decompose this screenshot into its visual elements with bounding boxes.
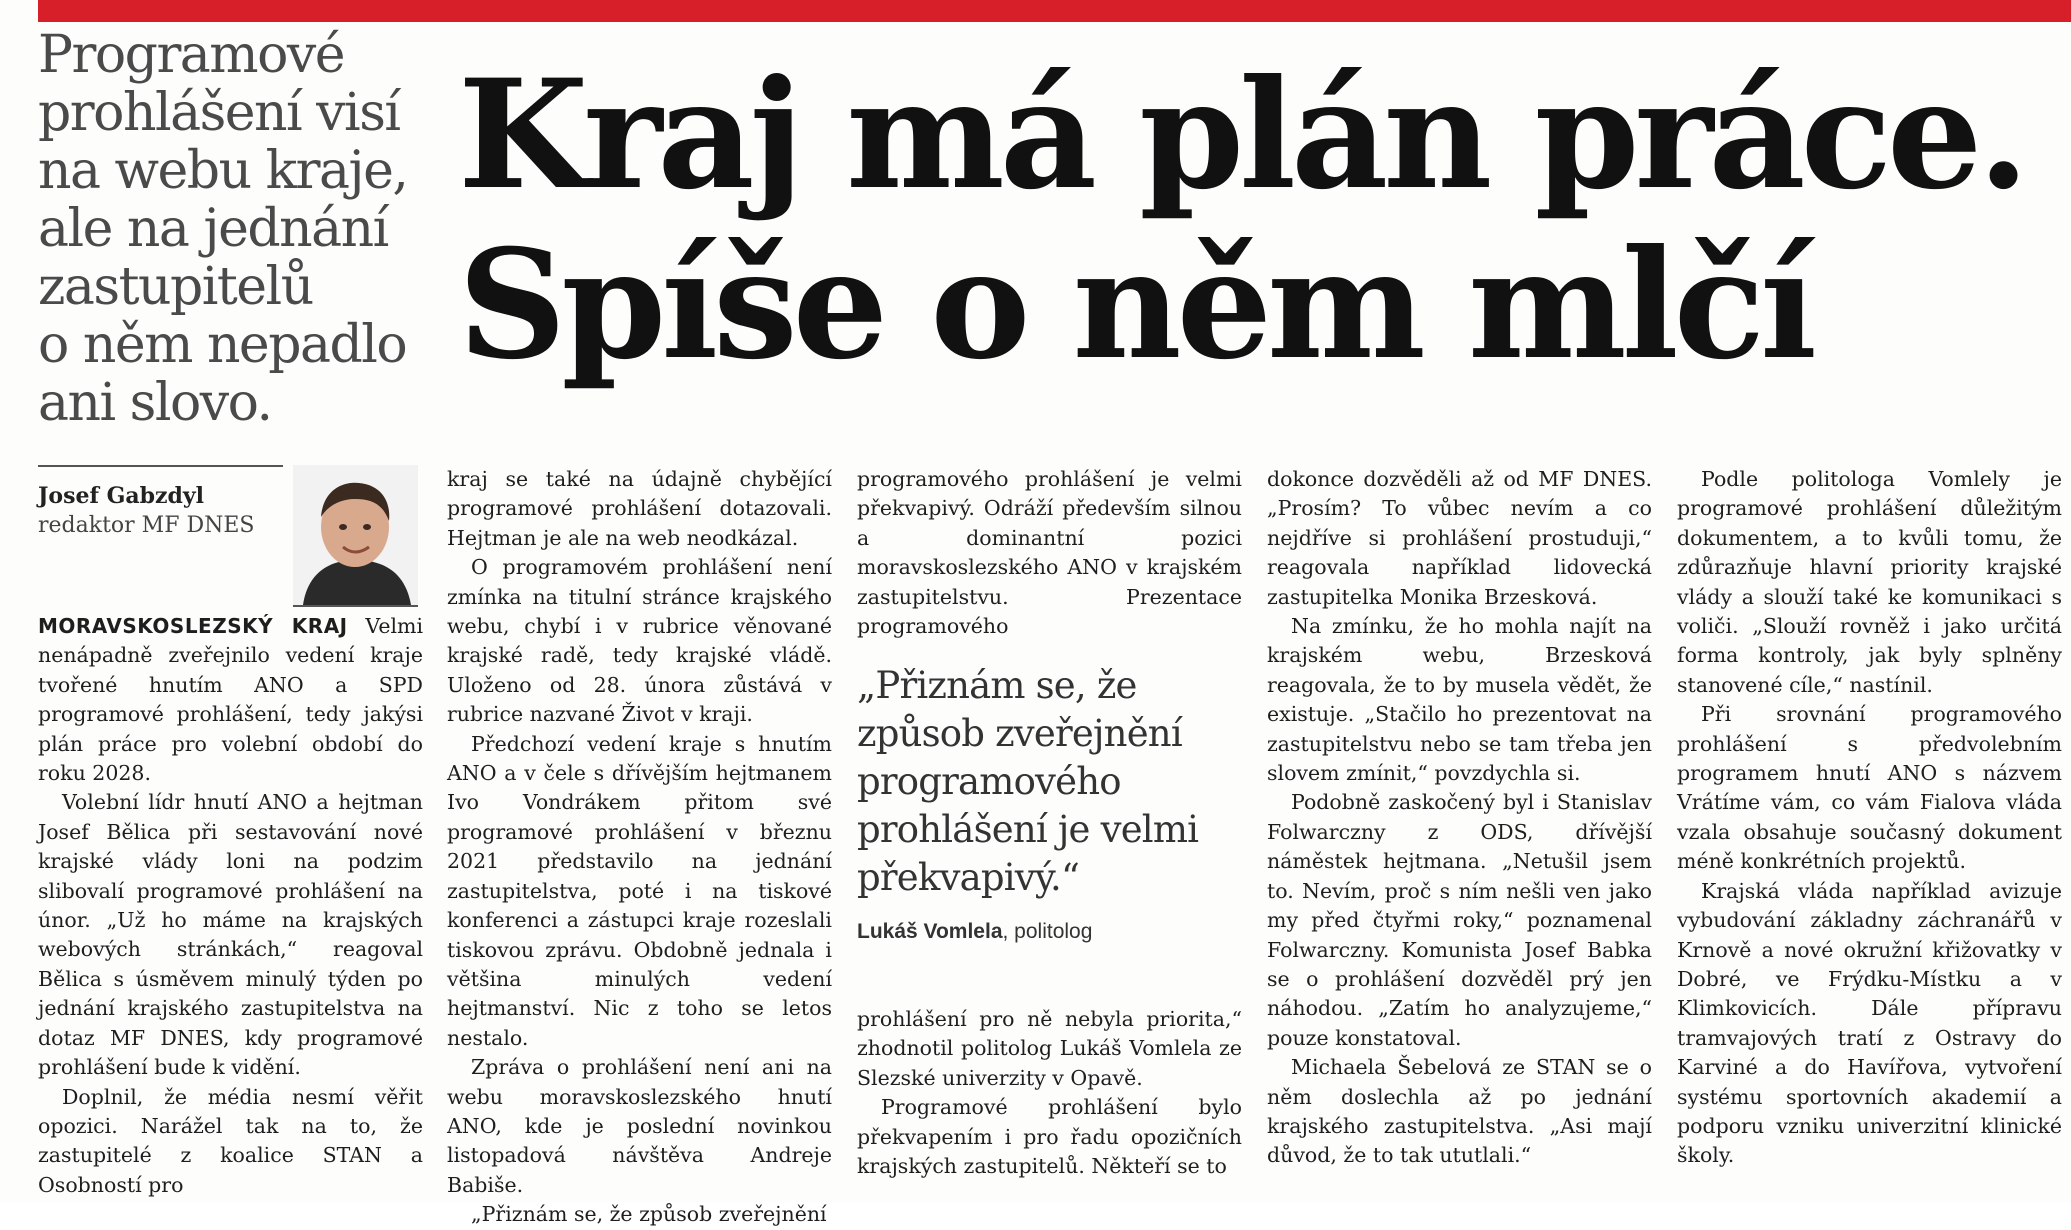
paragraph: Na zmínku, že ho mohla najít na krajském webu, Brzesková reagovala, že to by musela vědět, že existuje. „Stačilo ho prezentovat na zastupitelstvu nebo se tam třeba jen slovem zmínit,“ povzdychla si.	[1267, 614, 1652, 786]
paragraph: Programové prohlášení bylo překvapením i pro řadu opozičních krajských zastupitelů. Někteří se to	[857, 1095, 1242, 1179]
article-column-1	[38, 612, 423, 1200]
article-column-3	[857, 465, 1242, 641]
byline-rule	[38, 465, 283, 467]
deck-line: Programové	[38, 25, 345, 85]
paragraph: O programovém prohlášení není zmínka na titulní stránce krajského webu, chybí i v rubrice věnované krajské radě, tedy krajské vládě. Uloženo od 28. února zůstává v rubrice nazvané Život v kraji.	[447, 555, 832, 727]
author-portrait-icon	[293, 465, 418, 605]
pull-quote-line: prohlášení je velmi	[857, 808, 1199, 851]
pull-quote-attribution	[857, 920, 1247, 944]
paragraph: Při srovnání programového prohlášení s předvolebním programem hnutí ANO s názvem Vrátíme vám, co vám Fialova vláda vzala obsahuje současný dokument méně konkrétních projektů.	[1677, 702, 2062, 874]
paragraph: dokonce dozvěděli až od MF DNES. „Prosím? To vůbec nevím a co nejdříve si prohlášení prostuduji,“ reagovala například lidovecká zastupitelka Monika Brzesková.	[1267, 467, 1652, 609]
article-deck	[38, 26, 438, 432]
article-column-5	[1677, 465, 2062, 1171]
paragraph: „Přiznám se, že způsob zveřejnění	[471, 1202, 827, 1227]
paragraph	[38, 612, 423, 788]
quote-author-name: Lukáš Vomlela	[857, 920, 1003, 943]
author-photo	[293, 465, 418, 607]
pull-quote-line: programového	[857, 760, 1121, 803]
deck-line: prohlášení visí	[38, 83, 400, 143]
deck-line: ani slovo.	[38, 373, 272, 433]
deck-line: o něm nepadlo	[38, 315, 407, 375]
paragraph: Podle politologa Vomlely je programové prohlášení důležitým dokumentem, a to kvůli tomu, že zdůrazňuje hlavní priority krajské vlády a slouží také ke komunikaci s voliči. „Slouží rovněž i jako určitá forma kontroly, jak byly splněny stanovené cíle,“ nastínil.	[1677, 467, 2062, 697]
author-byline	[38, 465, 418, 615]
pull-quote-line: „Přiznám se, že	[857, 664, 1137, 707]
article-headline	[458, 47, 2058, 393]
paragraph: programového prohlášení je velmi překvapivý. Odráží především silnou a dominantní pozici moravskoslezského ANO v krajském zastupitelstvu. Prezentace programového	[857, 467, 1242, 639]
author-name: Josef Gabzdyl	[38, 483, 205, 509]
paragraph: Předchozí vedení kraje s hnutím ANO a v čele s dřívějším hejtmanem Ivo Vondrákem přitom své programové prohlášení v březnu 2021 představilo na jednání zastupitelstva, poté i na tiskové konferenci a zástupci kraje rozeslali tiskovou zprávu. Obdobně jednala i většina minulých vedení hejtmanství. Nic z toho se letos nestalo.	[447, 731, 832, 1050]
paragraph: Zpráva o prohlášení není ani na webu moravskoslezského hnutí ANO, kde je poslední novinkou listopadová návštěva Andreje Babiše.	[447, 1055, 832, 1197]
headline-line: Kraj má plán práce.	[458, 47, 2025, 223]
paragraph: kraj se také na údajně chybějící programové prohlášení dotazovali. Hejtman je ale na web neodkázal.	[447, 467, 832, 550]
article-column-3-continued	[857, 1005, 1242, 1181]
author-role: redaktor MF DNES	[38, 513, 255, 538]
paragraph: Michaela Šebelová ze STAN se o něm doslechla až po jednání krajského zastupitelstva. „Asi mají důvod, že to tak ututlali.“	[1267, 1055, 1652, 1168]
article-column-4	[1267, 465, 1652, 1171]
pull-quote-text	[857, 662, 1247, 902]
paragraph: Doplnil, že média nesmí věřit opozici. Narážel tak na to, že zastupitelé z koalice STAN a Osobností pro	[38, 1084, 423, 1197]
deck-line: zastupitelů	[38, 257, 313, 317]
deck-line: ale na jednání	[38, 199, 388, 259]
paragraph: Volební lídr hnutí ANO a hejtman Josef Bělica při sestavování nové krajské vlády loni na podzim slibovalí programové prohlášení na únor. „Už ho máme na krajských webových stránkách,“ reagoval Bělica s úsměvem minulý týden po jednání krajského zastupitelstva na dotaz MF DNES, kdy programové prohlášení bude k vidění.	[38, 790, 423, 1080]
headline-line: Spíše o něm mlčí	[458, 217, 1813, 393]
top-red-rule	[38, 0, 2071, 22]
quote-author-role: , politolog	[1002, 920, 1093, 943]
pull-quote-line: překvapivý.“	[857, 856, 1080, 899]
pull-quote	[857, 662, 1247, 944]
dateline: MORAVSKOSLEZSKÝ KRAJ	[38, 614, 348, 638]
article-column-2	[447, 465, 832, 1230]
pull-quote-line: způsob zveřejnění	[857, 712, 1182, 755]
paragraph: prohlášení pro ně nebyla priorita,“ zhodnotil politolog Lukáš Vomlela ze Slezské univerzity v Opavě.	[857, 1007, 1242, 1090]
paragraph: Krajská vláda například avizuje vybudování základny záchranářů v Krnově a nové okružní křižovatky v Dobré, ve Frýdku-Místku a v Klimkovicích. Dále přípravu tramvajových tratí z Ostravy do Karviné a do Havířova, vytvoření systému sportovních akademií a podporu vzniku univerzitní klinické školy.	[1677, 878, 2062, 1168]
paragraph: Podobně zaskočený byl i Stanislav Folwarczny z ODS, dřívější náměstek hejtmana. „Netušil jsem to. Nevím, proč s ním nešli ven jako my před čtyřmi roky,“ poznamenal Folwarczny. Komunista Josef Babka se o prohlášení dozvěděl prý jen náhodou. „Zatím ho analyzujeme,“ pouze konstatoval.	[1267, 790, 1652, 1050]
paragraph-text: Velmi nenápadně zveřejnilo vedení kraje tvořené hnutím ANO a SPD programové prohlášení, tedy jakýsi plán práce pro volební období do roku 2028.	[38, 614, 423, 786]
deck-line: na webu kraje,	[38, 141, 408, 201]
